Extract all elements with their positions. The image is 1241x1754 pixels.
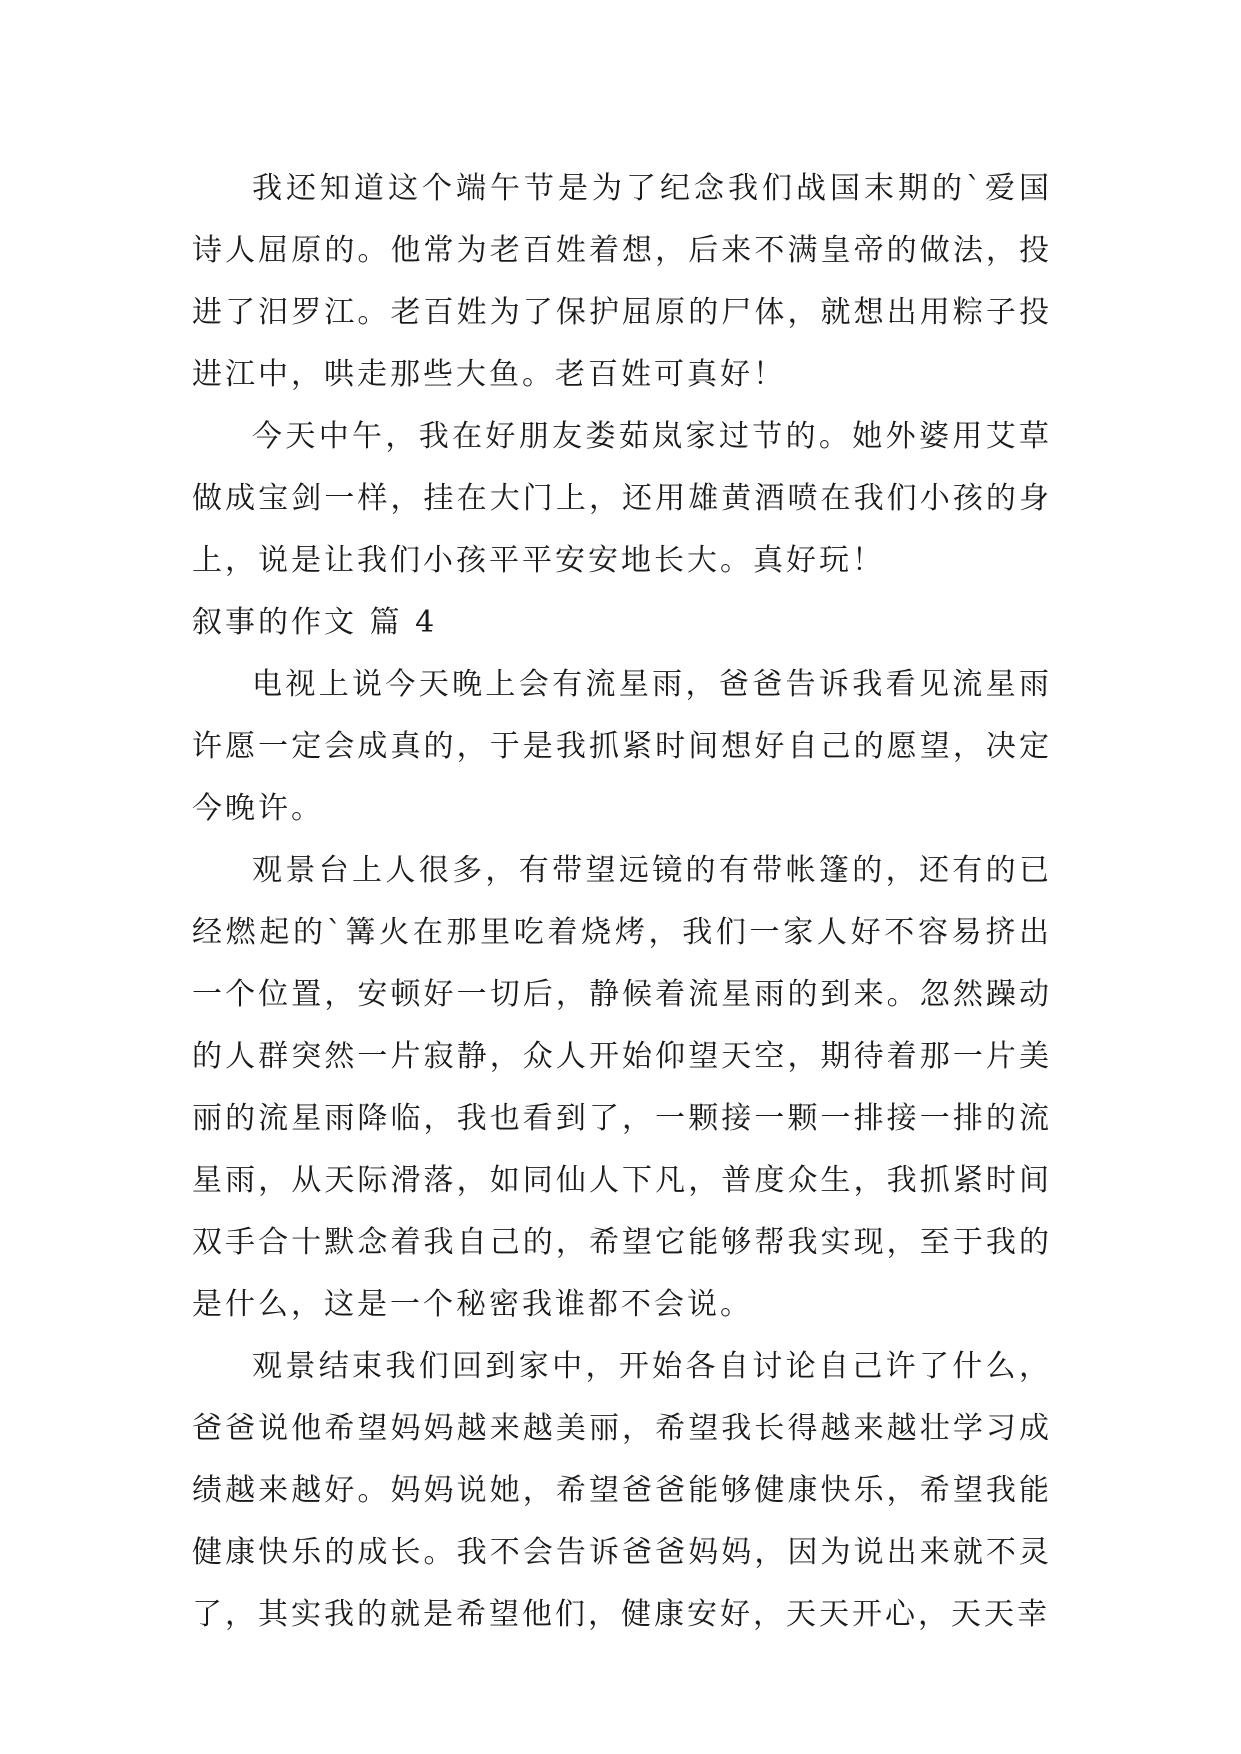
paragraph-festival-noon: 今天中午，我在好朋友娄茹岚家过节的。她外婆用艾草做成宝剑一样，挂在大门上，还用雄黄酒喷在我们小孩的身上，说是让我们小孩平平安安地长大。真好玩！ [192,419,1052,578]
section-heading: 叙事的作文 篇 4 [192,605,438,640]
paragraph-qu-yuan: 我还知道这个端午节是为了纪念我们战国末期的`爱国诗人屈原的。他常为老百姓着想，后来不满皇帝的做法，投进了汨罗江。老百姓为了保护屈原的尸体，就想出用粽子投进江中，哄走那些大鱼。老百姓可真好！ [192,171,1052,392]
document-page [192,158,1052,1646]
paragraph-back-home: 观景结束我们回到家中，开始各自讨论自己许了什么，爸爸说他希望妈妈越来越美丽，希望我长得越来越壮学习成绩越来越好。妈妈说她，希望爸爸能够健康快乐，希望我能健康快乐的成长。我不会告诉爸爸妈妈，因为说出来就不灵了，其实我的就是希望他们，健康安好，天天开心，天天幸 [192,1349,1052,1632]
paragraph-meteor-news: 电视上说今天晚上会有流星雨，爸爸告诉我看见流星雨许愿一定会成真的，于是我抓紧时间想好自己的愿望，决定今晚许。 [192,667,1052,826]
paragraph-observation-deck: 观景台上人很多，有带望远镜的有带帐篷的，还有的已经燃起的`篝火在那里吃着烧烤，我们一家人好不容易挤出一个位置，安顿好一切后，静候着流星雨的到来。忽然躁动的人群突然一片寂静，众人开始仰望天空，期待着那一片美丽的流星雨降临，我也看到了，一颗接一颗一排接一排的流星雨，从天际滑落，如同仙人下凡，普度众生，我抓紧时间双手合十默念着我自己的，希望它能够帮我实现，至于我的是什么，这是一个秘密我谁都不会说。 [192,853,1052,1322]
